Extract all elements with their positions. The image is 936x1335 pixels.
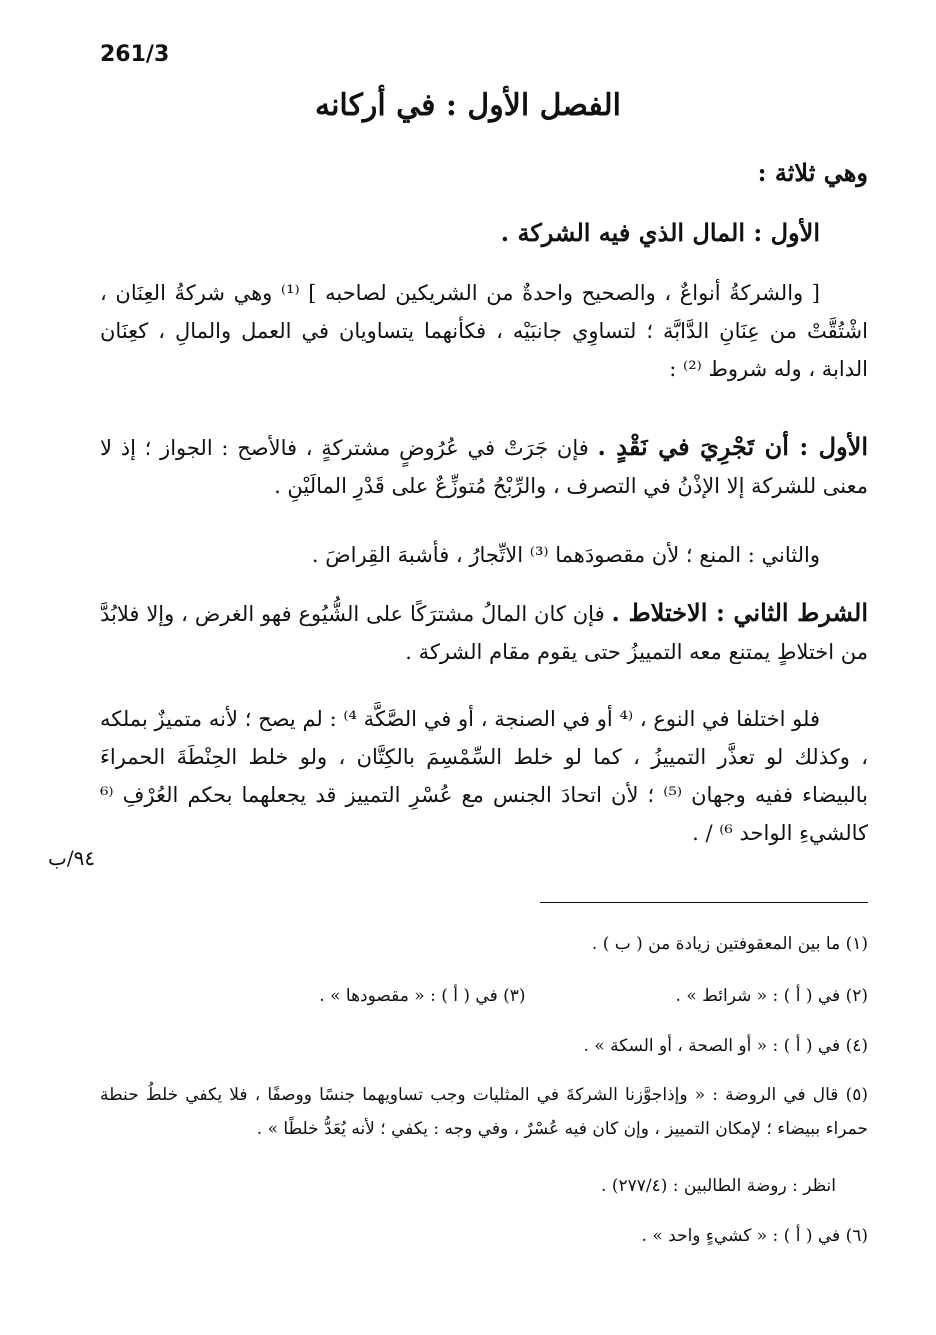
footnote-6: (٦) في ( أ ) : « كشيءٍ واحد » . — [641, 1226, 868, 1246]
condition-one-heading: الأول : أن تَجْرِيَ في نَقْدٍ . — [597, 432, 868, 461]
intro-line: وهي ثلاثة : — [757, 158, 868, 187]
footnote-4: (٤) في ( أ ) : « أو الصحة ، أو السكة » . — [583, 1036, 868, 1056]
page-number: 261/3 — [100, 42, 170, 67]
paragraph-second-view — [100, 536, 868, 574]
footnote-3: (٣) في ( أ ) : « مقصودها » . — [319, 986, 526, 1006]
mixing-cases-text: فلو اختلفا في النوع ، ⁽⁴ أو في الصنجة ، أو في الصَّكَّة ⁴⁾ : لم يصح ؛ لأنه متميزٌ بملكه ، وكذلك لو تعذَّر التمييزُ ، كما لو خلط السِّمْسِمَ بالكِتَّان ، ولو خلط الحِنْطَةَ الحمراءَ بالبيضاء ففيه وجهان ⁽⁵⁾ ؛ لأن اتحادَ الجنس مع عُسْرِ التمييز قد يجعلهما بحكم العُرْفِ ⁽⁶ كالشيءِ الواحد ⁶⁾ / . — [100, 707, 868, 845]
paragraph-mixing-cases — [100, 700, 868, 852]
second-view-text: والثاني : المنع ؛ لأن مقصودَهما ⁽³⁾ الاتِّجارُ ، فأشبهَ القِراضَ . — [311, 543, 820, 567]
condition-two-text: فإن كان المالُ مشترَكًا على الشُّيُوع فهو الغرض ، وإلا فلابُدَّ من اختلاطٍ يمتنع معه التمييزُ حتى يقوم مقام الشركة . — [100, 602, 868, 664]
condition-one-text: فإن جَرَتْ في عُرُوضٍ مشتركةٍ ، فالأصح : الجواز ؛ إذ لا معنى للشركة إلا الإذْنُ في التصرف ، والرِّبْحُ مُتوزِّعٌ على قَدْرِ المالَيْنِ . — [100, 436, 868, 498]
manuscript-folio-marker: ٩٤/ب — [48, 846, 96, 870]
footnote-5: (٥) قال في الروضة : « وإذاجوَّزنا الشركةَ في المثليات وجب تساويهما جنسًا ووصفًا ، فلا يكفي خلطُ حنطة حمراء ببيضاء ؛ لإمكان التمييز ، وإن كان فيه عُسْرٌ ، وفي وجه : يكفي ؛ لأنه يُعَدُّ خلطًا » . — [100, 1085, 868, 1139]
paragraph-sharikah-types — [100, 274, 868, 388]
paragraph-text: [ والشركةُ أنواعٌ ، والصحيح واحدةٌ من الشريكين لصاحبه ] ⁽¹⁾ وهي شركةُ العِنَان ، اشْتُقَّتْ من عِنَانِ الدَّابَّة ؛ لتساوِي جانبَيْه ، فكأنهما يتساويان في العمل والمالِ ، كعِنَان الدابة ، وله شروط ⁽²⁾ : — [100, 281, 868, 381]
paragraph-condition-one — [100, 428, 868, 505]
condition-two-heading: الشرط الثاني : الاختلاط . — [611, 598, 868, 627]
footnote-1: (١) ما بين المعقوفتين زيادة من ( ب ) . — [591, 934, 868, 954]
footnote-2: (٢) في ( أ ) : « شرائط » . — [675, 986, 868, 1006]
chapter-title: الفصل الأول : في أركانه — [315, 88, 621, 123]
section-heading-first: الأول : المال الذي فيه الشركة . — [500, 218, 820, 247]
footnote-row-2-3 — [319, 980, 868, 1012]
paragraph-condition-two — [100, 594, 868, 671]
footnote-5-reference: انظر : روضة الطالبين : (٢٧٧/٤) . — [601, 1176, 836, 1196]
footnote-separator — [540, 902, 868, 903]
